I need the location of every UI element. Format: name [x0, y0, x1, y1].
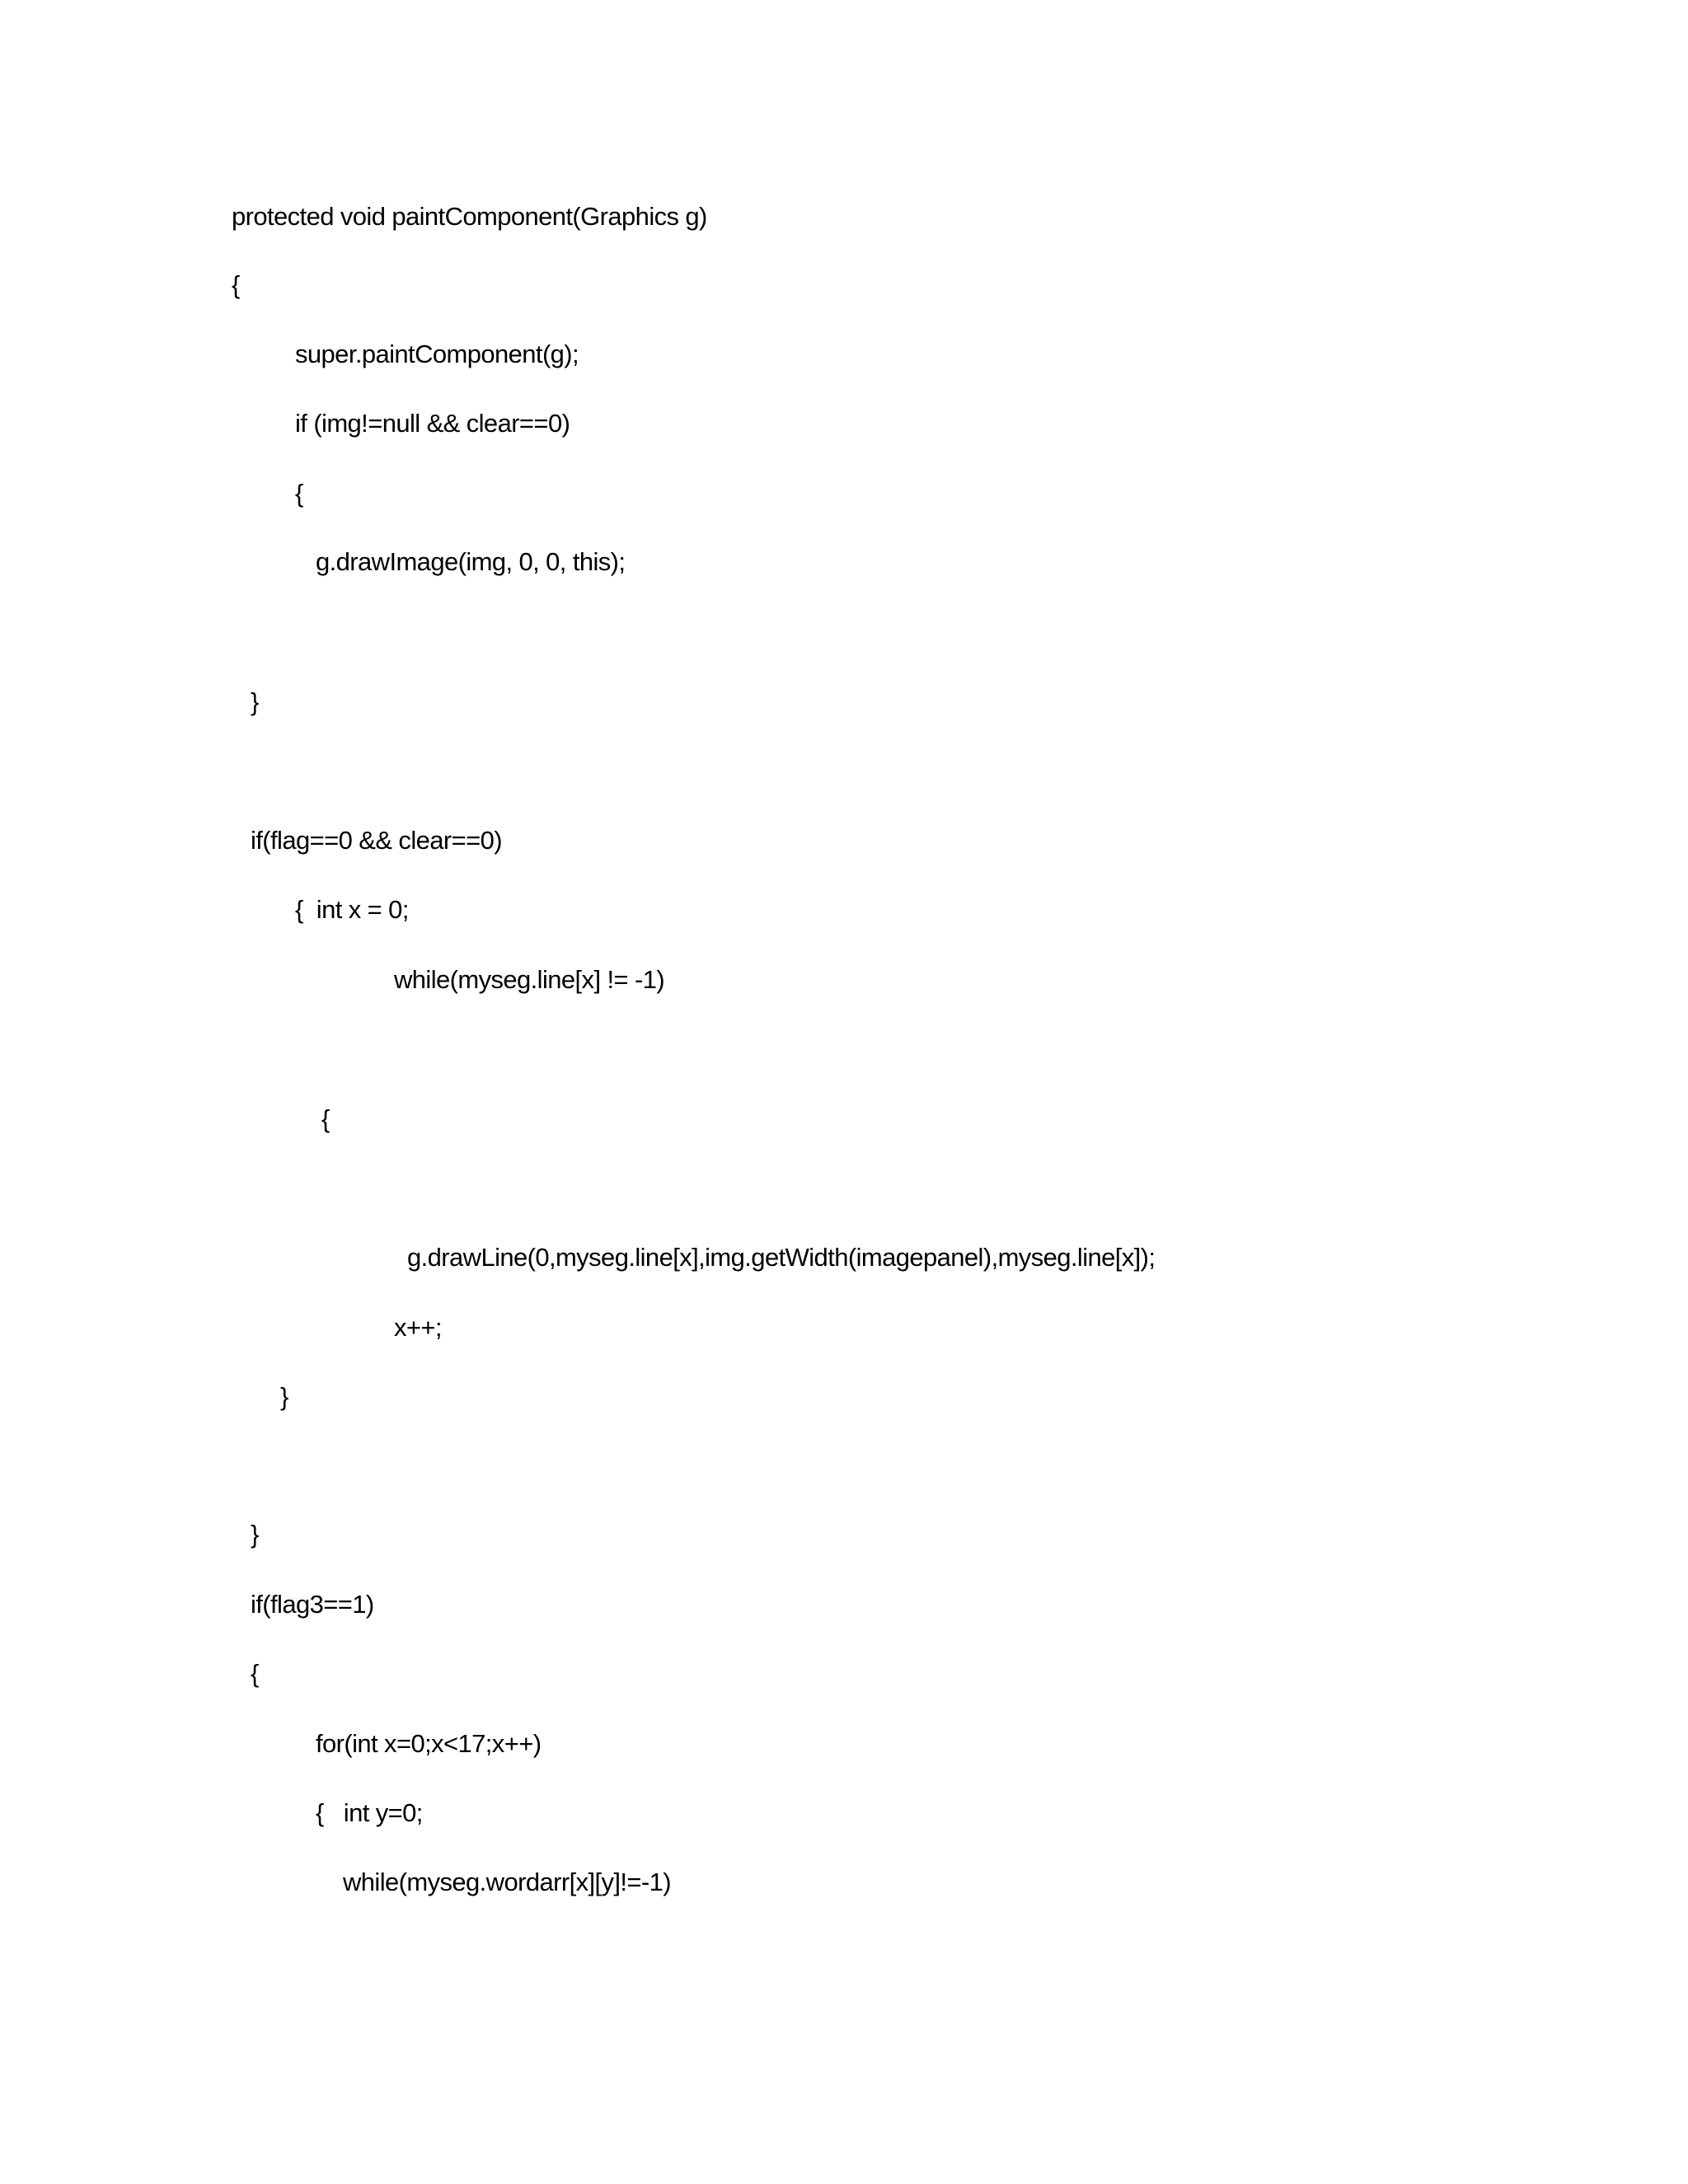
code-line: { — [251, 1659, 259, 1688]
code-line: g.drawImage(img, 0, 0, this); — [316, 547, 626, 576]
code-line: } — [251, 687, 259, 716]
code-line: if (img!=null && clear==0) — [295, 409, 570, 438]
code-line: x++; — [394, 1313, 442, 1342]
code-line: { — [321, 1104, 330, 1133]
code-line: { — [232, 270, 240, 299]
code-line: { — [295, 479, 303, 508]
code-line: protected void paintComponent(Graphics g) — [232, 202, 707, 231]
code-line: } — [251, 1520, 259, 1549]
code-line: while(myseg.wordarr[x][y]!=-1) — [343, 1868, 672, 1896]
code-line: } — [280, 1382, 288, 1411]
code-line: if(flag3==1) — [251, 1590, 374, 1619]
code-line: { int y=0; — [316, 1798, 423, 1827]
code-line: super.paintComponent(g); — [295, 340, 579, 368]
code-line: while(myseg.line[x] != -1) — [394, 965, 665, 994]
code-line: g.drawLine(0,myseg.line[x],img.getWidth(imagepanel),myseg.line[x]); — [407, 1243, 1156, 1272]
code-line: for(int x=0;x<17;x++) — [316, 1729, 542, 1758]
code-line: if(flag==0 && clear==0) — [251, 826, 502, 855]
code-line: { int x = 0; — [295, 895, 409, 924]
